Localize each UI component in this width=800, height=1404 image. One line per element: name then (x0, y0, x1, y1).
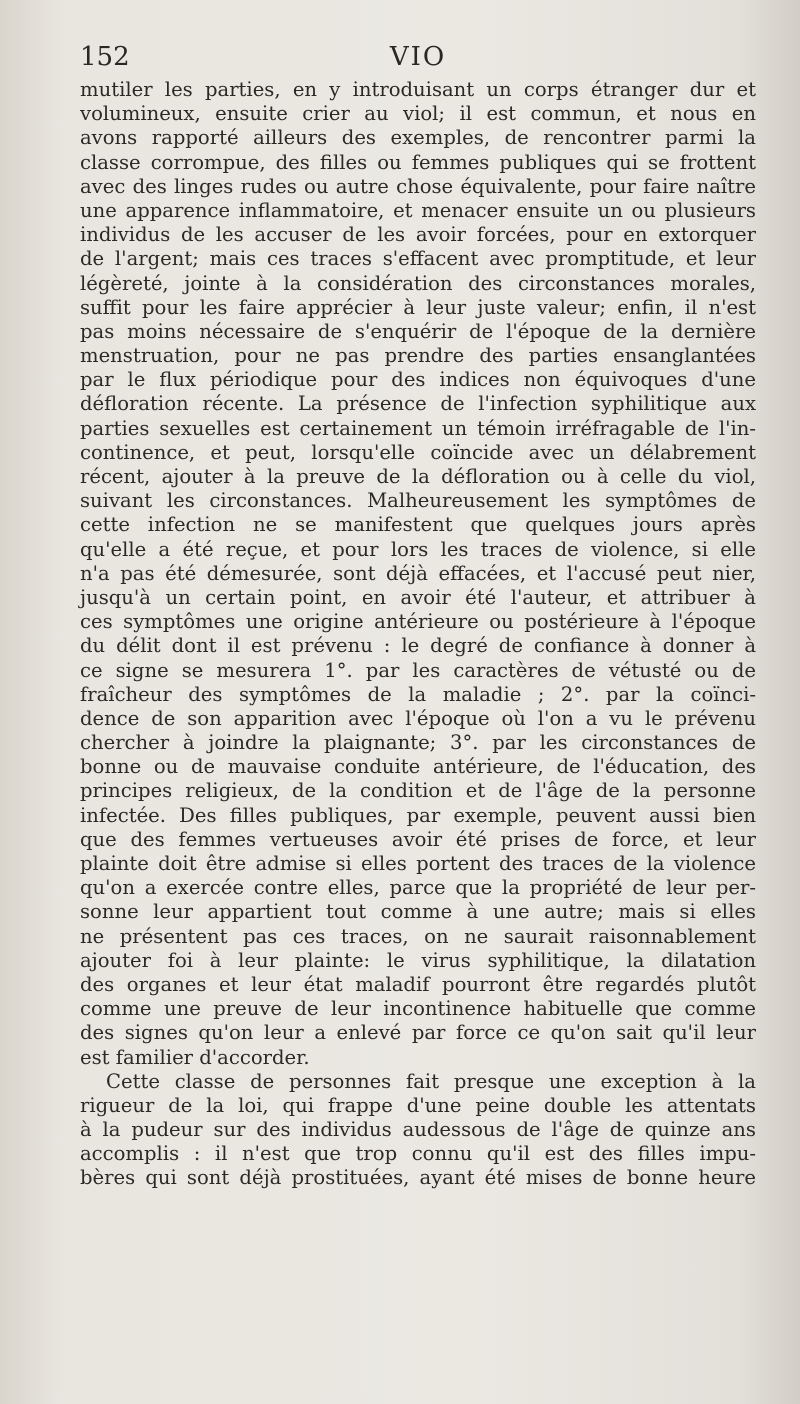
text-line: avec des linges rudes ou autre chose équivalente, pour faire naître (80, 174, 756, 198)
text-line: ces symptômes une origine antérieure ou postérieure à l'époque (80, 610, 756, 634)
text-line: jusqu'à un certain point, en avoir été l'auteur, et attribuer à (80, 585, 756, 609)
text-line: défloration récente. La présence de l'infection syphilitique aux (80, 392, 756, 416)
text-line: à la pudeur sur des individus audessous de l'âge de quinze ans (80, 1118, 756, 1142)
page-number: 152 (80, 42, 130, 72)
text-line: par le flux périodique pour des indices non équivoques d'une (80, 368, 756, 392)
text-line: cette infection ne se manifestent que quelques jours après (80, 513, 756, 537)
text-line: menstruation, pour ne pas prendre des parties ensanglantées (80, 344, 756, 368)
text-line: suffit pour les faire apprécier à leur juste valeur; enfin, il n'est (80, 295, 756, 319)
text-line: individus de les accuser de les avoir forcées, pour en extorquer (80, 223, 756, 247)
text-line: bères qui sont déjà prostituées, ayant été mises de bonne heure (80, 1166, 756, 1190)
text-line: ajouter foi à leur plainte: le virus syphilitique, la dilatation (80, 948, 756, 972)
text-line: de l'argent; mais ces traces s'effacent avec promptitude, et leur (80, 247, 756, 271)
text-line: principes religieux, de la condition et de l'âge de la personne (80, 779, 756, 803)
running-head: VIO (389, 42, 447, 72)
text-line: rigueur de la loi, qui frappe d'une peine double les attentats (80, 1093, 756, 1117)
text-line: plainte doit être admise si elles portent des traces de la violence (80, 852, 756, 875)
text-line: du délit dont il est prévenu : le degré de confiance à donner à (80, 634, 756, 658)
page-header (80, 42, 756, 82)
text-line: accomplis : il n'est que trop connu qu'il est des filles impu- (80, 1142, 756, 1166)
text-line: avons rapporté ailleurs des exemples, de rencontrer parmi la (80, 126, 756, 150)
text-line: ne présentent pas ces traces, on ne saurait raisonnablement (80, 924, 756, 948)
text-line: chercher à joindre la plaignante; 3°. par les circonstances de (80, 731, 756, 755)
text-line-paragraph-start: Cette classe de personnes fait presque une exception à la (106, 1069, 756, 1093)
text-line: qu'on a exercée contre elles, parce que la propriété de leur per- (80, 876, 756, 900)
text-line: volumineux, ensuite crier au viol; il est commun, et nous en (80, 102, 756, 126)
text-line: continence, et peut, lorsqu'elle coïncide avec un délabrement (80, 440, 756, 464)
text-line: des signes qu'on leur a enlevé par force ce qu'on sait qu'il leur (80, 1021, 756, 1045)
text-line: dence de son apparition avec l'époque où l'on a vu le prévenu (80, 706, 756, 730)
text-line: comme une preuve de leur incontinence habituelle que comme (80, 997, 756, 1021)
text-line: pas moins nécessaire de s'enquérir de l'époque de la dernière (80, 319, 756, 343)
text-line: que des femmes vertueuses avoir été prises de force, et leur (80, 827, 756, 851)
text-line: qu'elle a été reçue, et pour lors les traces de violence, si elle (80, 537, 756, 561)
text-line: une apparence inflammatoire, et menacer ensuite un ou plusieurs (80, 198, 756, 222)
text-line: récent, ajouter à la preuve de la défloration ou à celle du viol, (80, 465, 756, 488)
text-line: parties sexuelles est certainement un témoin irréfragable de l'in- (80, 416, 756, 440)
body-text (80, 78, 756, 1191)
text-line: fraîcheur des symptômes de la maladie ; 2°. par la coïnci- (80, 682, 756, 706)
text-line: ce signe se mesurera 1°. par les caractères de vétusté ou de (80, 658, 756, 682)
text-line-paragraph-end: est familier d'accorder. (80, 1045, 310, 1069)
text-line: mutiler les parties, en y introduisant un corps étranger dur et (80, 78, 756, 101)
text-line: n'a pas été démesurée, sont déjà effacées, et l'accusé peut nier, (80, 561, 756, 585)
text-line: infectée. Des filles publiques, par exemple, peuvent aussi bien (80, 803, 756, 827)
text-line: des organes et leur état maladif pourront être regardés plutôt (80, 972, 756, 996)
text-line: sonne leur appartient tout comme à une autre; mais si elles (80, 900, 756, 924)
text-line: suivant les circonstances. Malheureusement les symptômes de (80, 489, 756, 513)
text-line: bonne ou de mauvaise conduite antérieure, de l'éducation, des (80, 755, 756, 779)
text-line: légèreté, jointe à la considération des circonstances morales, (80, 271, 756, 295)
text-line: classe corrompue, des filles ou femmes publiques qui se frottent (80, 150, 756, 174)
